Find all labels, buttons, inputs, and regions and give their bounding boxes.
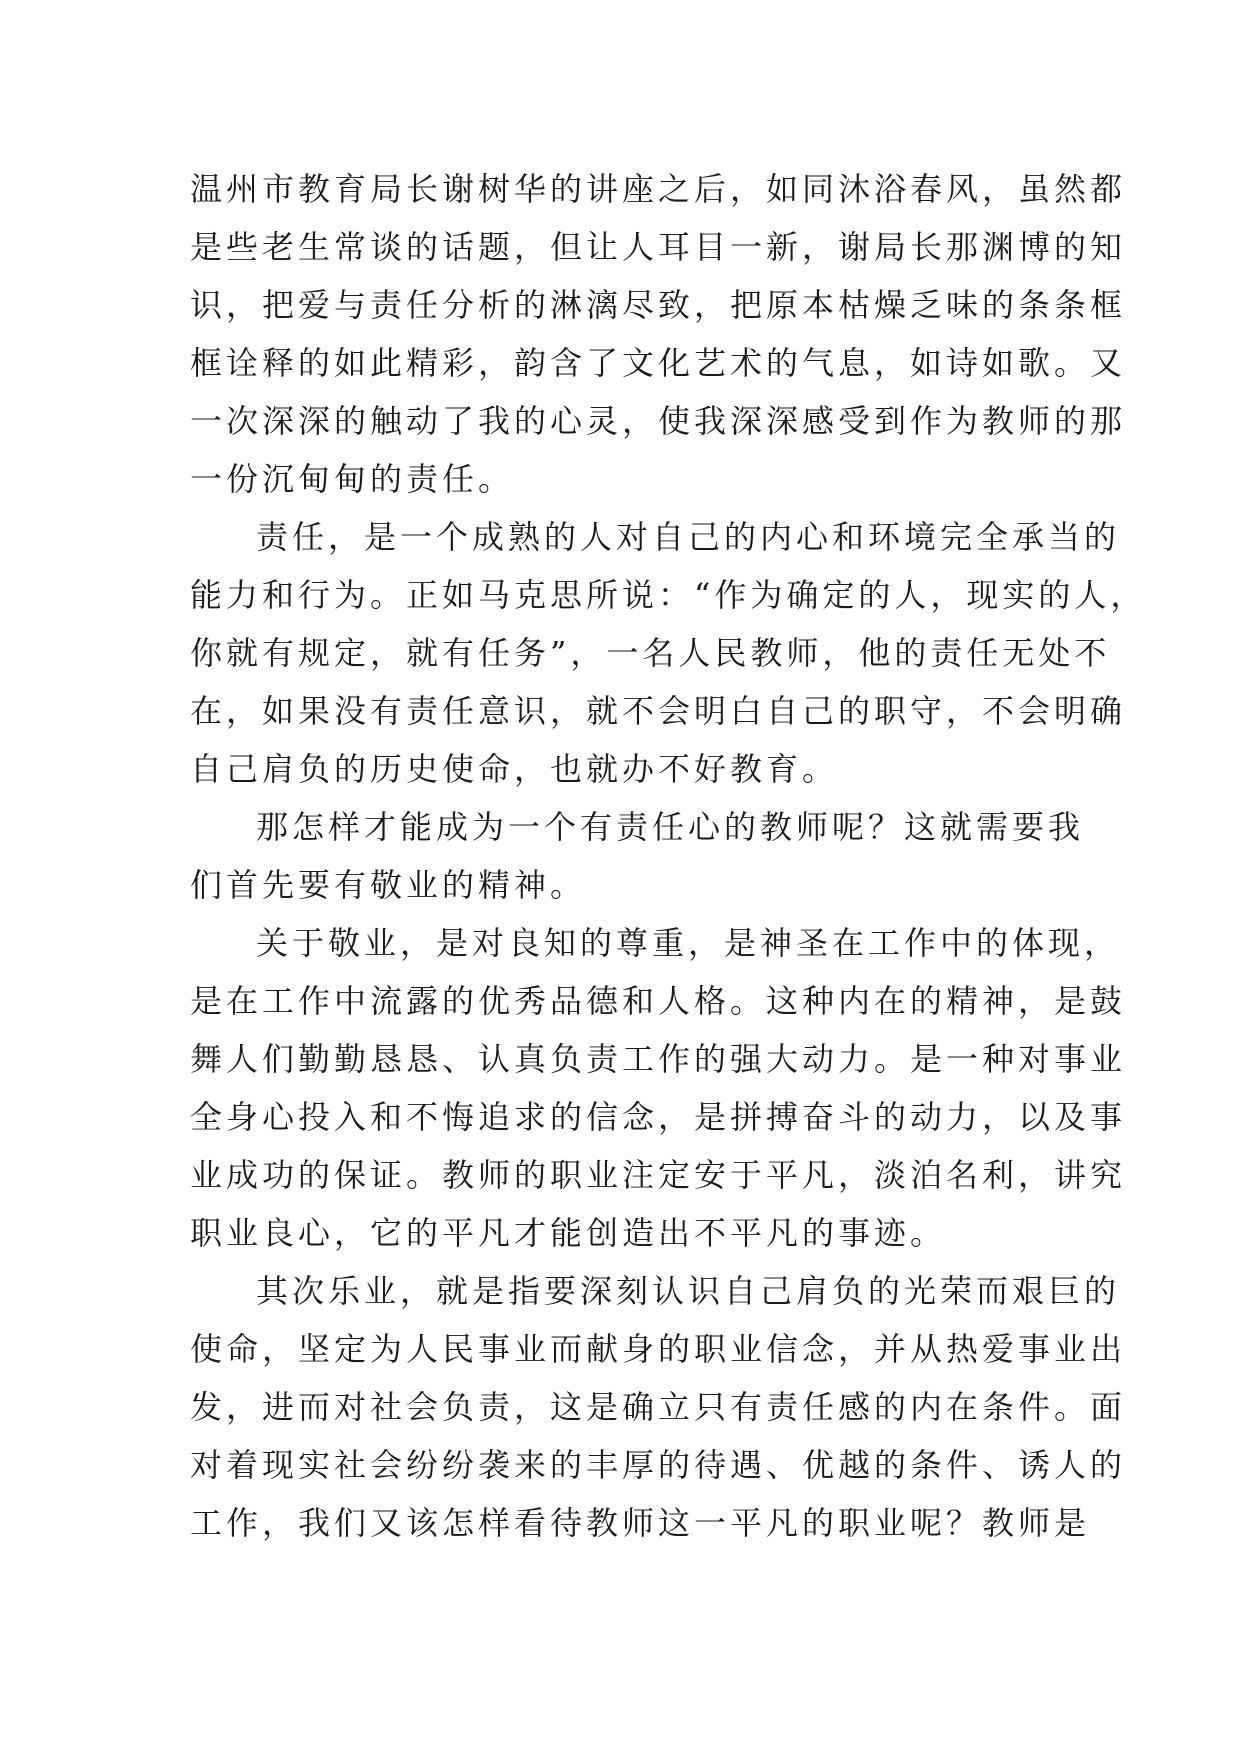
text-line: 一次深深的触动了我的心灵，使我深深感受到作为教师的那 xyxy=(190,402,1127,440)
text-line: 使命，坚定为人民事业而献身的职业信念，并从热爱事业出 xyxy=(190,1330,1127,1368)
paragraph-first-line: 那怎样才能成为一个有责任心的教师呢？这就需要我 xyxy=(256,808,1085,846)
text-line: 对着现实社会纷纷袭来的丰厚的待遇、优越的条件、诱人的 xyxy=(190,1446,1127,1484)
text-line: 温州市教育局长谢树华的讲座之后，如同沐浴春风，虽然都 xyxy=(190,170,1127,208)
text-line: 你就有规定，就有任务”，一名人民教师，他的责任无处不 xyxy=(190,634,1111,672)
text-line: 框诠释的如此精彩，韵含了文化艺术的气息，如诗如歌。又 xyxy=(190,344,1127,382)
text-line: 职业良心，它的平凡才能创造出不平凡的事迹。 xyxy=(190,1214,947,1252)
text-line: 是些老生常谈的话题，但让人耳目一新，谢局长那渊博的知 xyxy=(190,228,1127,266)
text-line: 一份沉甸甸的责任。 xyxy=(190,460,515,498)
text-line: 是在工作中流露的优秀品德和人格。这种内在的精神，是鼓 xyxy=(190,982,1127,1020)
document-body xyxy=(190,160,1147,1552)
text-line: 工作，我们又该怎样看待教师这一平凡的职业呢？教师是 xyxy=(190,1504,1091,1542)
paragraph-first-line: 其次乐业，就是指要深刻认识自己肩负的光荣而艰巨的 xyxy=(256,1272,1121,1310)
text-line: 能力和行为。正如马克思所说：“作为确定的人，现实的人， xyxy=(190,576,1147,614)
text-line: 们首先要有敬业的精神。 xyxy=(190,866,587,904)
text-line: 识，把爱与责任分析的淋漓尽致，把原本枯燥乏味的条条框 xyxy=(190,286,1127,324)
paragraph-first-line: 责任，是一个成熟的人对自己的内心和环境完全承当的 xyxy=(256,518,1121,556)
text-line: 在，如果没有责任意识，就不会明白自己的职守，不会明确 xyxy=(190,692,1127,730)
text-line: 舞人们勤勤恳恳、认真负责工作的强大动力。是一种对事业 xyxy=(190,1040,1127,1078)
paragraph-first-line: 关于敬业，是对良知的尊重，是神圣在工作中的体现， xyxy=(256,924,1121,962)
text-line: 业成功的保证。教师的职业注定安于平凡，淡泊名利，讲究 xyxy=(190,1156,1127,1194)
text-line: 全身心投入和不悔追求的信念，是拼搏奋斗的动力，以及事 xyxy=(190,1098,1127,1136)
text-line: 发，进而对社会负责，这是确立只有责任感的内在条件。面 xyxy=(190,1388,1127,1426)
text-line: 自己肩负的历史使命，也就办不好教育。 xyxy=(190,750,839,788)
